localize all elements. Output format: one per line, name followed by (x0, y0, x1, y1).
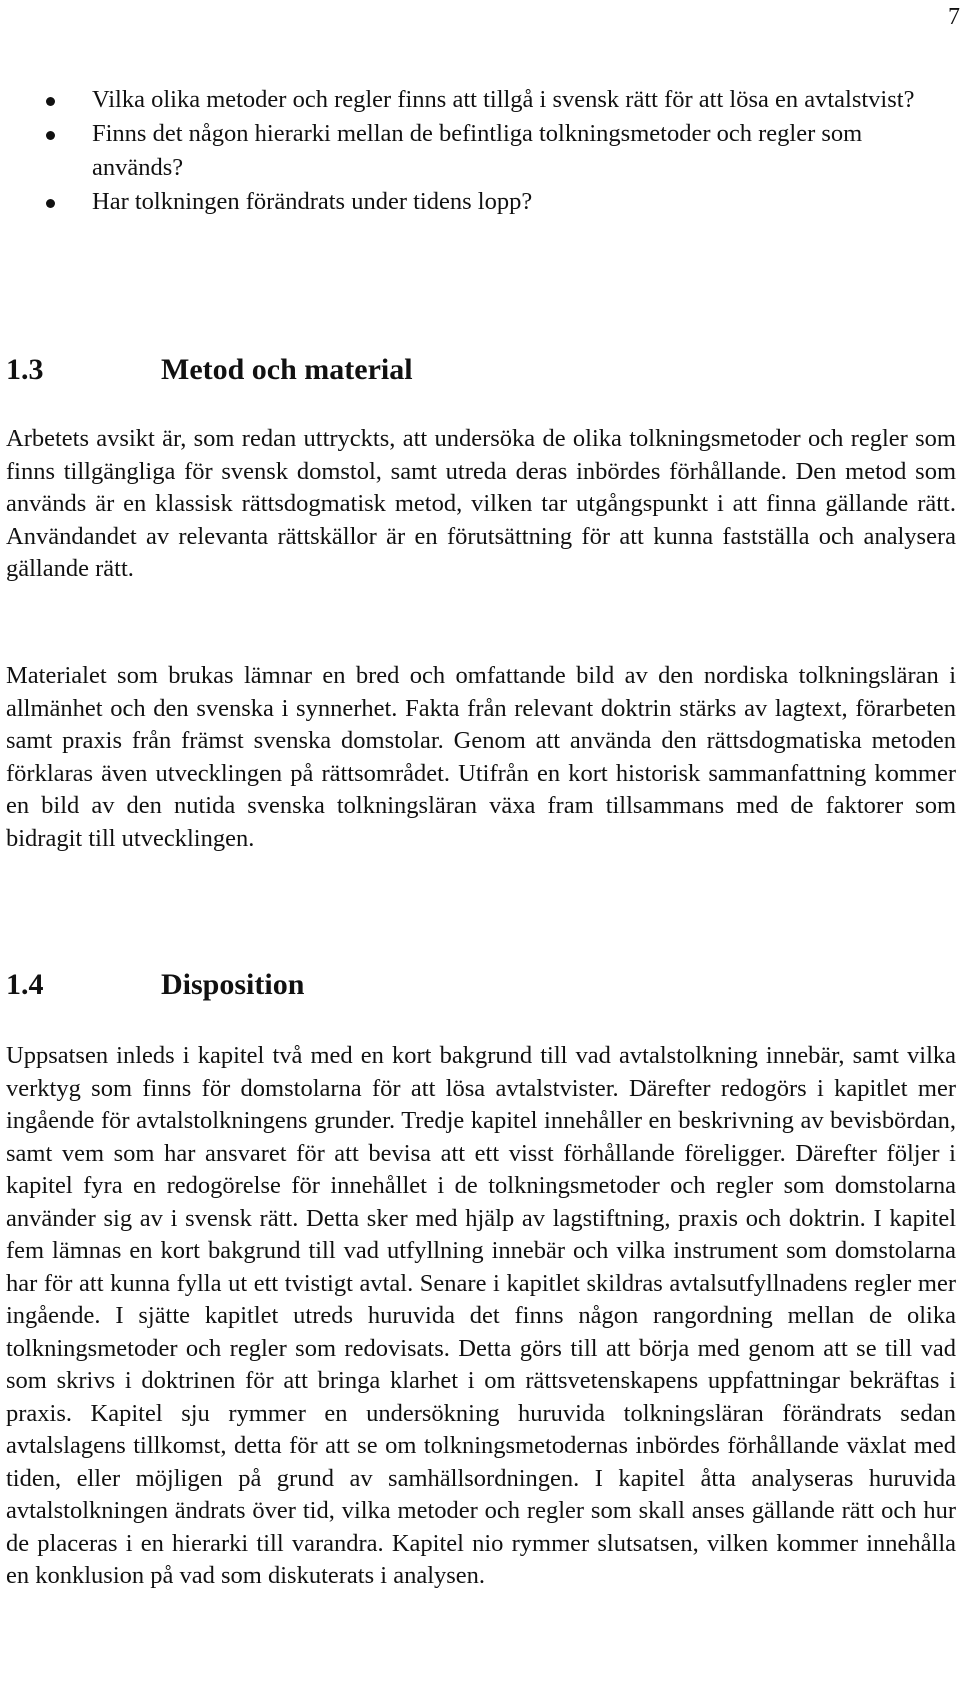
section-title: Disposition (161, 968, 305, 1001)
section-title: Metod och material (161, 353, 413, 386)
paragraph: Arbetets avsikt är, som redan uttryckts, att undersöka de olika tolkningsmetoder och regler som finns tillgängliga för svensk domstol, samt utreda deras inbördes förhållande. Den metod som används är en klassisk rättsdogmatisk metod, vilken tar utgångspunkt i att finna gällande rätt. Användandet av relevanta rättskällor är en förutsättning för att kunna fastställa och analysera gällande rätt. (6, 425, 956, 582)
section-number: 1.3 (6, 353, 44, 386)
list-item (0, 83, 960, 117)
section-heading-method (6, 352, 413, 388)
research-questions-list (0, 83, 960, 219)
paragraph: Materialet som brukas lämnar en bred och omfattande bild av den nordiska tolkningsläran i allmänhet och den svenska i synnerhet. Fakta från relevant doktrin stärks av lagtext, förarbeten samt praxis från främst svenska domstolar. Genom att använda den rättsdogmatiska metoden förklaras även utvecklingen på rättsområdet. Utifrån en kort historisk sammanfattning kommer en bild av den nutida svenska tolkningsläran växa fram tillsammans med de faktorer som bidragit till utvecklingen. (6, 662, 956, 852)
bullet-icon (46, 131, 55, 140)
list-item (0, 117, 960, 185)
paragraph: Uppsatsen inleds i kapitel två med en kort bakgrund till vad avtalstolkning innebär, samt vilka verktyg som finns för domstolarna för att lösa avtalstvister. Därefter redogörs i kapitlet mer ingående för avtalstolkningens grunder. Tredje kapitel innehåller en beskrivning av bevisbördan, samt vem som har ansvaret för att bevisa att ett visst förhållande föreligger. Därefter följer i kapitel fyra en redogörelse för innehållet i de tolkningsmetoder och regler som domstolarna använder sig av i svensk rätt. Detta sker med hjälp av lagstiftning, praxis och doktrin. I kapitel fem lämnas en kort bakgrund till vad utfyllning innebär och vilka instrument som domstolarna har för att kunna fylla ut ett tvistigt avtal. Senare i kapitlet skildras avtalsutfyllnadens regler mer ingående. I sjätte kapitlet utreds huruvida det finns någon rangordning mellan de olika tolkningsmetoder och regler som redovisats. Detta görs till att börja med genom att se till vad som skrivs i doktrinen för att bringa klarhet i om rättsvetenskapens uppfattningar bekräftas i praxis. Kapitel sju rymmer en undersökning huruvida tolkningsläran förändrats sedan avtalslagens tillkomst, detta för att se om tolkningsmetodernas inbördes förhållande växlat med tiden, eller möjligen på grund av samhällsordningen. I kapitel åtta analyseras huruvida avtalstolkningen ändrats över tid, vilka metoder och regler som skall anses gällande rätt och hur de placeras i en hierarki till varandra. Kapitel nio rymmer slutsatsen, vilken kommer innehålla en konklusion på vad som diskuterats i analysen. (6, 1042, 956, 1589)
bullet-icon (46, 199, 55, 208)
question-text: Har tolkningen förändrats under tidens lopp? (92, 188, 533, 215)
question-text: Vilka olika metoder och regler finns att tillgå i svensk rätt för att lösa en avtalstvist? (92, 86, 915, 113)
bullet-icon (46, 97, 55, 106)
question-text: Finns det någon hierarki mellan de befintliga tolkningsmetoder och regler som används? (92, 120, 863, 181)
page-number: 7 (948, 4, 960, 30)
section-number: 1.4 (6, 968, 44, 1001)
list-item (0, 185, 960, 219)
section-heading-disposition (6, 967, 304, 1003)
